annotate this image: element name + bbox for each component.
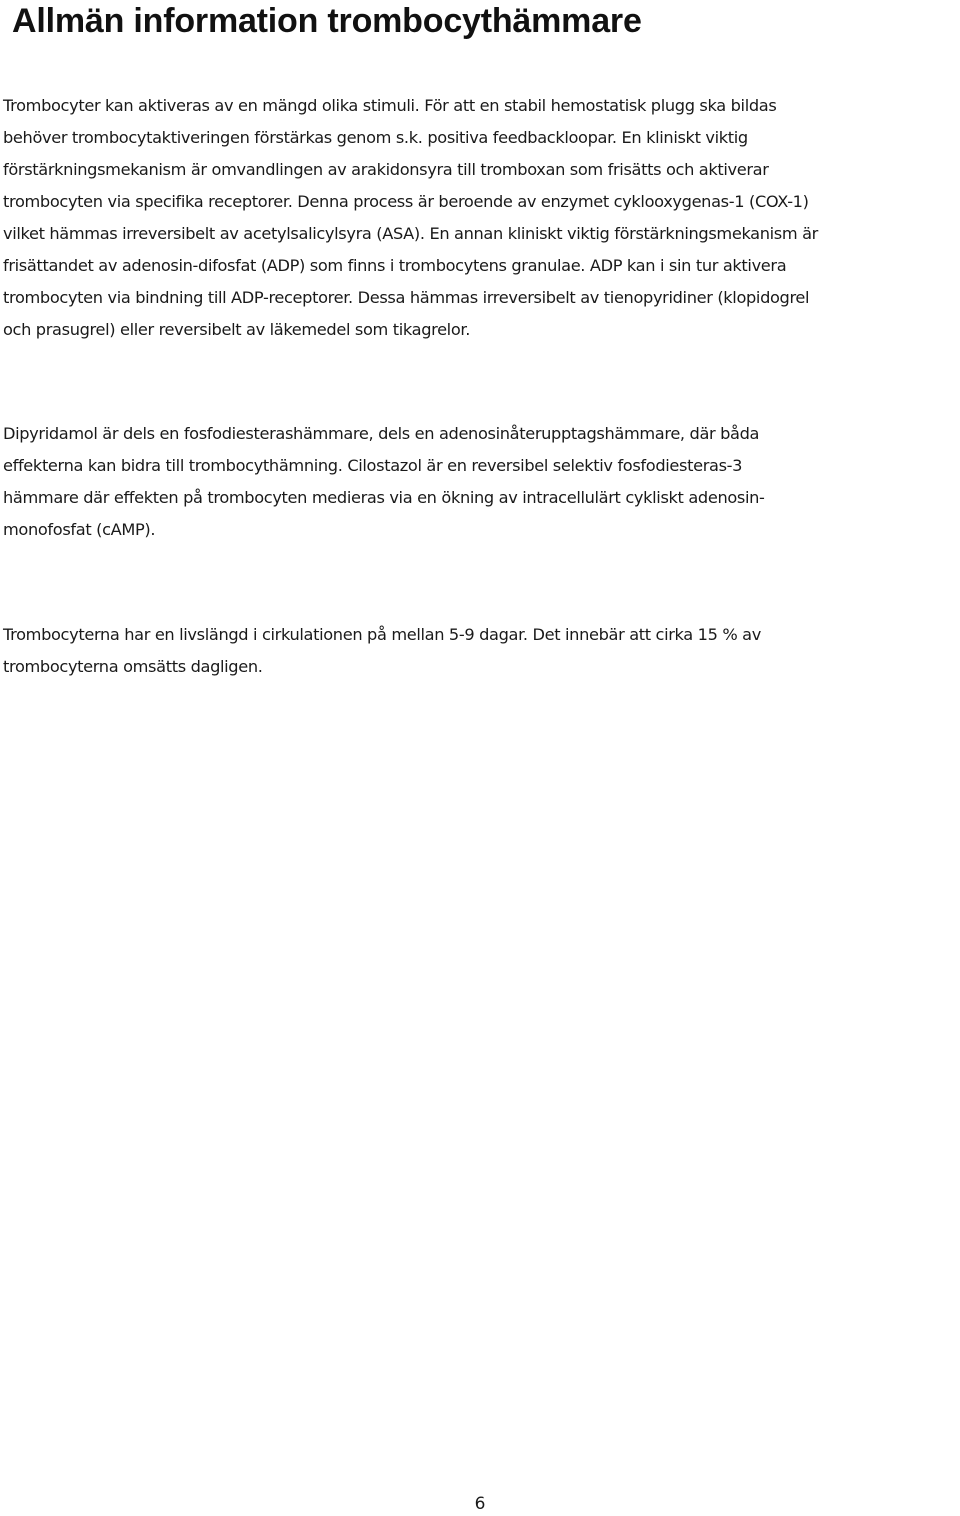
text-line: effekterna kan bidra till trombocythämning. Cilostazol är en reversibel selektiv fosfodiesteras-3 xyxy=(3,456,743,475)
text-line: och prasugrel) eller reversibelt av läkemedel som tikagrelor. xyxy=(3,320,470,339)
text-line: vilket hämmas irreversibelt av acetylsalicylsyra (ASA). En annan kliniskt viktig förstärkningsmekanism är xyxy=(3,224,818,243)
text-line: Dipyridamol är dels en fosfodiesterashämmare, dels en adenosinåterupptagshämmare, där båda xyxy=(3,424,760,443)
text-line: behöver trombocytaktiveringen förstärkas genom s.k. positiva feedbackloopar. En kliniskt viktig xyxy=(3,128,748,147)
text-line: hämmare där effekten på trombocyten medieras via en ökning av intracellulärt cykliskt adenosin- xyxy=(3,488,765,507)
text-line: Trombocyterna har en livslängd i cirkulationen på mellan 5-9 dagar. Det innebär att cirka 15 % av xyxy=(3,625,761,644)
page-title: Allmän information trombocythämmare xyxy=(12,2,642,40)
text-line: frisättandet av adenosin-difosfat (ADP) som finns i trombocytens granulae. ADP kan i sin tur aktivera xyxy=(3,256,787,275)
text-line: Trombocyter kan aktiveras av en mängd olika stimuli. För att en stabil hemostatisk plugg ska bildas xyxy=(3,96,777,115)
text-line: trombocyten via specifika receptorer. Denna process är beroende av enzymet cyklooxygenas-1 (COX-1) xyxy=(3,192,809,211)
paragraph-platelet-lifespan xyxy=(3,619,761,683)
text-line: trombocyterna omsätts dagligen. xyxy=(3,657,263,676)
page-number: 6 xyxy=(474,1494,486,1514)
paragraph-platelet-activation xyxy=(3,90,818,346)
text-line: trombocyten via bindning till ADP-receptorer. Dessa hämmas irreversibelt av tienopyridiner (klopidogrel xyxy=(3,288,810,307)
text-line: monofosfat (cAMP). xyxy=(3,520,156,539)
paragraph-dipyridamol-cilostazol xyxy=(3,418,765,546)
text-line: förstärkningsmekanism är omvandlingen av arakidonsyra till tromboxan som frisätts och aktiverar xyxy=(3,160,769,179)
